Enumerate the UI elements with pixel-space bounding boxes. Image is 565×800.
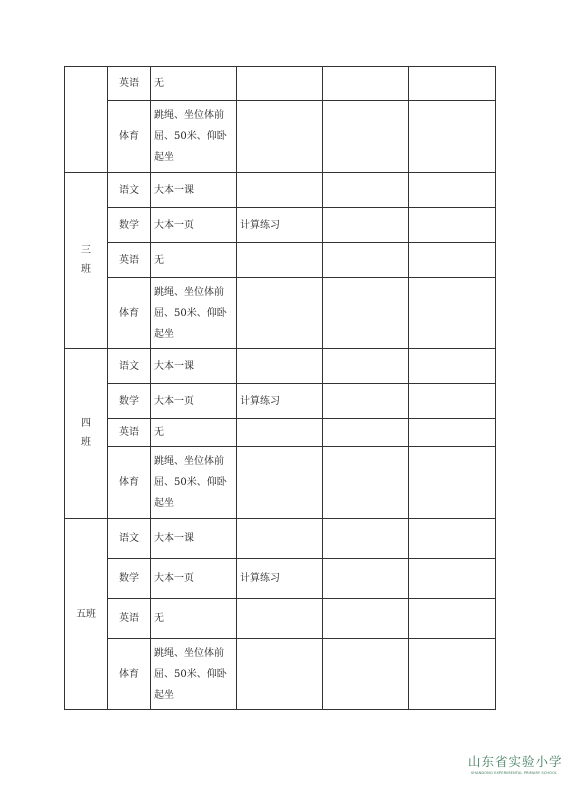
- table-row: [65, 278, 496, 349]
- empty-cell: [323, 278, 409, 349]
- practice-cell: 计算练习: [237, 559, 323, 599]
- practice-cell: 计算练习: [237, 384, 323, 419]
- task-cell: 大本一课: [151, 349, 237, 384]
- practice-cell: [237, 101, 323, 173]
- practice-cell: [237, 67, 323, 101]
- subject-cell: 英语: [108, 599, 151, 639]
- empty-cell: [409, 208, 496, 243]
- subject-cell: 语文: [108, 519, 151, 559]
- empty-cell: [323, 349, 409, 384]
- empty-cell: [323, 243, 409, 278]
- table-row: [65, 447, 496, 519]
- task-cell: 跳绳、坐位体前屈、50米、仰卧起坐: [151, 447, 237, 519]
- practice-cell: [237, 419, 323, 447]
- empty-cell: [409, 278, 496, 349]
- empty-cell: [409, 599, 496, 639]
- practice-cell: [237, 599, 323, 639]
- school-logo-english: SHANDONG EXPERIMENTAL PRIMARY SCHOOL: [470, 771, 558, 775]
- subject-cell: 语文: [108, 349, 151, 384]
- empty-cell: [409, 173, 496, 208]
- empty-cell: [323, 559, 409, 599]
- table-row: [65, 67, 496, 101]
- task-cell: 大本一页: [151, 208, 237, 243]
- practice-cell: 计算练习: [237, 208, 323, 243]
- practice-cell: [237, 243, 323, 278]
- empty-cell: [409, 243, 496, 278]
- empty-cell: [409, 447, 496, 519]
- practice-cell: [237, 639, 323, 710]
- subject-cell: 体育: [108, 101, 151, 173]
- table-row: [65, 101, 496, 173]
- task-cell: 无: [151, 599, 237, 639]
- class-cell: 四班: [65, 349, 108, 519]
- subject-cell: 语文: [108, 173, 151, 208]
- table-row: [65, 243, 496, 278]
- subject-cell: 英语: [108, 419, 151, 447]
- task-cell: 无: [151, 243, 237, 278]
- table-row: [65, 384, 496, 419]
- empty-cell: [323, 519, 409, 559]
- task-cell: 无: [151, 419, 237, 447]
- class-cell: 五班: [65, 519, 108, 710]
- empty-cell: [409, 349, 496, 384]
- table-row: [65, 639, 496, 710]
- subject-cell: 英语: [108, 243, 151, 278]
- empty-cell: [323, 447, 409, 519]
- empty-cell: [409, 519, 496, 559]
- subject-cell: 数学: [108, 559, 151, 599]
- empty-cell: [323, 208, 409, 243]
- empty-cell: [409, 559, 496, 599]
- task-cell: 跳绳、坐位体前屈、50米、仰卧起坐: [151, 639, 237, 710]
- task-cell: 无: [151, 67, 237, 101]
- empty-cell: [323, 67, 409, 101]
- empty-cell: [409, 101, 496, 173]
- class-cell: 三班: [65, 173, 108, 349]
- school-logo-name: 山东省实验小学: [468, 754, 563, 769]
- subject-cell: 体育: [108, 278, 151, 349]
- practice-cell: [237, 519, 323, 559]
- empty-cell: [409, 639, 496, 710]
- subject-cell: 体育: [108, 639, 151, 710]
- subject-cell: 数学: [108, 384, 151, 419]
- table-row: [65, 349, 496, 384]
- homework-table: [64, 66, 496, 710]
- practice-cell: [237, 447, 323, 519]
- table-row: [65, 419, 496, 447]
- practice-cell: [237, 278, 323, 349]
- table-row: [65, 173, 496, 208]
- table-row: [65, 519, 496, 559]
- task-cell: 跳绳、坐位体前屈、50米、仰卧起坐: [151, 278, 237, 349]
- empty-cell: [409, 419, 496, 447]
- class-cell: [65, 67, 108, 173]
- task-cell: 大本一课: [151, 173, 237, 208]
- school-logo: [468, 752, 563, 775]
- empty-cell: [409, 384, 496, 419]
- subject-cell: 英语: [108, 67, 151, 101]
- practice-cell: [237, 349, 323, 384]
- practice-cell: [237, 173, 323, 208]
- table-row: [65, 599, 496, 639]
- empty-cell: [323, 101, 409, 173]
- table-row: [65, 559, 496, 599]
- task-cell: 跳绳、坐位体前屈、50米、仰卧起坐: [151, 101, 237, 173]
- empty-cell: [323, 419, 409, 447]
- empty-cell: [409, 67, 496, 101]
- task-cell: 大本一页: [151, 384, 237, 419]
- task-cell: 大本一课: [151, 519, 237, 559]
- empty-cell: [323, 384, 409, 419]
- subject-cell: 数学: [108, 208, 151, 243]
- empty-cell: [323, 639, 409, 710]
- task-cell: 大本一页: [151, 559, 237, 599]
- subject-cell: 体育: [108, 447, 151, 519]
- table-row: [65, 208, 496, 243]
- empty-cell: [323, 173, 409, 208]
- empty-cell: [323, 599, 409, 639]
